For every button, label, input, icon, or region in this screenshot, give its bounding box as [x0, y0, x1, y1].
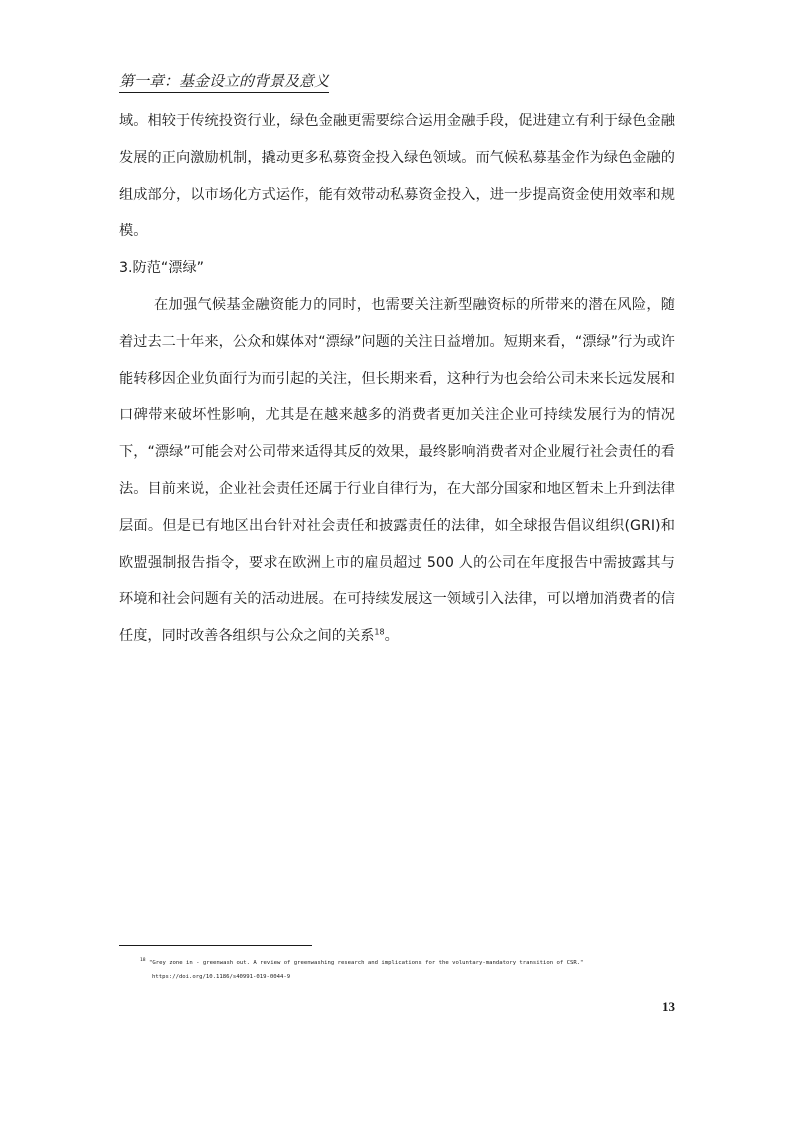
footnote-separator	[119, 945, 312, 946]
footnote-marker: 18	[140, 958, 146, 963]
footnote-citation: "Grey zone in - greenwash out. A review of greenwashing research and implications for the voluntary-mandatory transition of CSR."	[148, 959, 584, 966]
chapter-header: 第一章：基金设立的背景及意义	[119, 70, 329, 93]
section-heading: 3.防范“漂绿”	[119, 260, 204, 276]
paragraph-main	[119, 287, 675, 655]
paragraph-main-end: 。	[384, 628, 399, 645]
footnote-doi-link[interactable]: https://doi.org/10.1186/s40991-019-0044-9	[152, 973, 291, 980]
paragraph-continued: 域。相较于传统投资行业，绿色金融更需要综合运用金融手段，促进建立有利于绿色金融发展的正向激励机制，撬动更多私募资金投入绿色领域。而气候私募基金作为绿色金融的组成部分，以市场化方式运作，能有效带动私募资金投入，进一步提高资金使用效率和规模。	[119, 113, 675, 240]
page-number: 13	[662, 999, 675, 1014]
paragraph-main-text: 在加强气候基金融资能力的同时，也需要关注新型融资标的所带来的潜在风险，随着过去二十年来，公众和媒体对“漂绿”问题的关注日益增加。短期来看，“漂绿”行为或许能转移因企业负面行为而引起的关注，但长期来看，这种行为也会给公司未来长远发展和口碑带来破坏性影响，尤其是在越来越多的消费者更加关注企业可持续发展行为的情况下，“漂绿”可能会对公司带来适得其反的效果，最终影响消费者对企业履行社会责任的看法。目前来说，企业社会责任还属于行业自律行为，在大部分国家和地区暂未上升到法律层面。但是已有地区出台针对社会责任和披露责任的法律，如全球报告倡议组织(GRI)和欧盟强制报告指令，要求在欧洲上市的雇员超过 500 人的公司在年度报告中需披露其与环境和社会问题有关的活动进展。在可持续发展这一领域引入法律，可以增加消费者的信任度，同时改善各组织与公众之间的关系	[119, 297, 675, 645]
footnote-reference[interactable]: 18	[374, 627, 385, 637]
footnote	[140, 954, 660, 984]
